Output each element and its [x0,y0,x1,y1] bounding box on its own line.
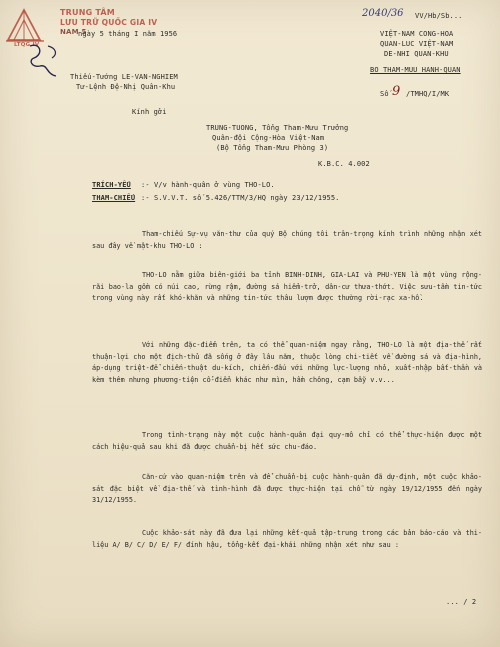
watermark-line1: TRUNG TÂM [60,8,115,17]
archive-logo-icon [4,4,56,44]
so-label: Số [380,90,389,98]
sender-line2: Tư-Lệnh Đệ-Nhị Quân-Khu [76,83,176,91]
paragraph-4: Trong tình-trạng này một cuộc hành-quân đại quy-mô chỉ có thể thực-hiện được một cách hiệu-quả sau khi đã được chuẩn-bị hết sức chu-đáo. [92,431,482,451]
ref-short: VV/Hb/Sb... [415,12,463,20]
org-line2: QUAN-LUC VIỆT-NAM [380,40,454,48]
org-line4: BO THAM-MUU HANH-QUAN [370,66,461,74]
org-line3: DE-NHI QUAN-KHU [384,50,449,58]
trich-yeu-text: :- V/v hành-quân ở vùng THO-LO. [141,181,275,189]
page-next: ... / 2 [446,598,477,606]
greeting: Kính gởi [132,108,167,116]
tham-chieu-label: THAM-CHIẾU [92,194,136,202]
recipient-line3: (Bộ Tổng Tham-Mưu Phòng 3) [216,144,329,152]
paragraph-1: Tham-chiếu Sự-vụ văn-thư của quý Bộ chúng tôi trân-trọng kính trình những nhận xét sau đây về mật-khu THO-LO : [92,230,482,250]
org-line1: VIỆT-NAM CONG-HOA [380,30,454,38]
so-suffix: /TMHQ/I/MK [406,90,450,98]
paragraph-3: Với những đặc-điểm trên, ta có thể quan-niệm ngay rằng, THO-LO là một địa-thế rất thuận-lợi cho một địch-thủ đã sống ở đây lâu năm, thuộc lòng chi-tiết về đường sá và địa-hình, áp-dụng triệt-để chiến-thuật du-kích, chiến-đấu với những lực-lượng nhỏ, xuất-nhập bất-thần và kèm thêm nhưng phương-tiện cổ-điển khác như mìn, hầm chông, cạm bẫy v.v... [92,341,482,384]
paragraph-5: Căn-cứ vào quan-niệm trên và để chuẩn-bị cuộc hành-quân đã dự-định, một cuộc khảo-sát đặc biệt về địa-thế và tình-hình đã được thực-hiện tại chỗ từ ngày 19/12/1955 đến ngày 31/12/1955. [92,473,482,505]
paragraph-6: Cuộc khảo-sát này đã đưa lại những kết-quả tập-trung trong các bản báo-cáo và thi-liệu A/ B/ C/ D/ E/ F/ đính hậu, tổng-kết đại-khái những nhận xét như sau : [92,529,482,549]
tham-chieu-text: :- S.V.V.T. số 5.426/TTM/3/HQ ngày 23/12/1955. [141,194,340,202]
watermark-line2: LƯU TRỮ QUỐC GIA IV [60,18,158,27]
so-number: 9 [392,84,401,99]
sender-line1: Thiếu-Tướng LE-VAN-NGHIEM [70,73,178,81]
trich-yeu-label: TRÍCH-YẾU [92,181,131,189]
archive-mark: 2040/36 [362,8,404,19]
paragraph-2: THO-LO nằm giữa biên-giới ba tỉnh BINH-DINH, GIA-LAI và PHU-YEN là một vùng rộng-rãi bao-la gồm có núi cao, rừng rậm, đường sá hiểm-trở, dân-cư thưa-thớt. Việc sưu-tầm tin-tức trong vùng này rất khó-khăn và những tin-tức thâu lượm được thường rời-rạc xa-hồ. [92,271,482,303]
date-line: ngày 5 tháng I năm 1956 [78,30,178,38]
watermark-site: LTQG.IV [14,42,40,48]
handwritten-scribble-icon [26,40,62,80]
recipient-line2: Quân-đội Cộng-Hòa Việt-Nam [212,134,325,142]
kbc: K.B.C. 4.002 [318,160,370,168]
recipient-line1: TRUNG-TUONG, Tổng Tham-Mưu Trưởng [206,124,349,132]
watermark-line3: NAM 5 [60,28,87,36]
